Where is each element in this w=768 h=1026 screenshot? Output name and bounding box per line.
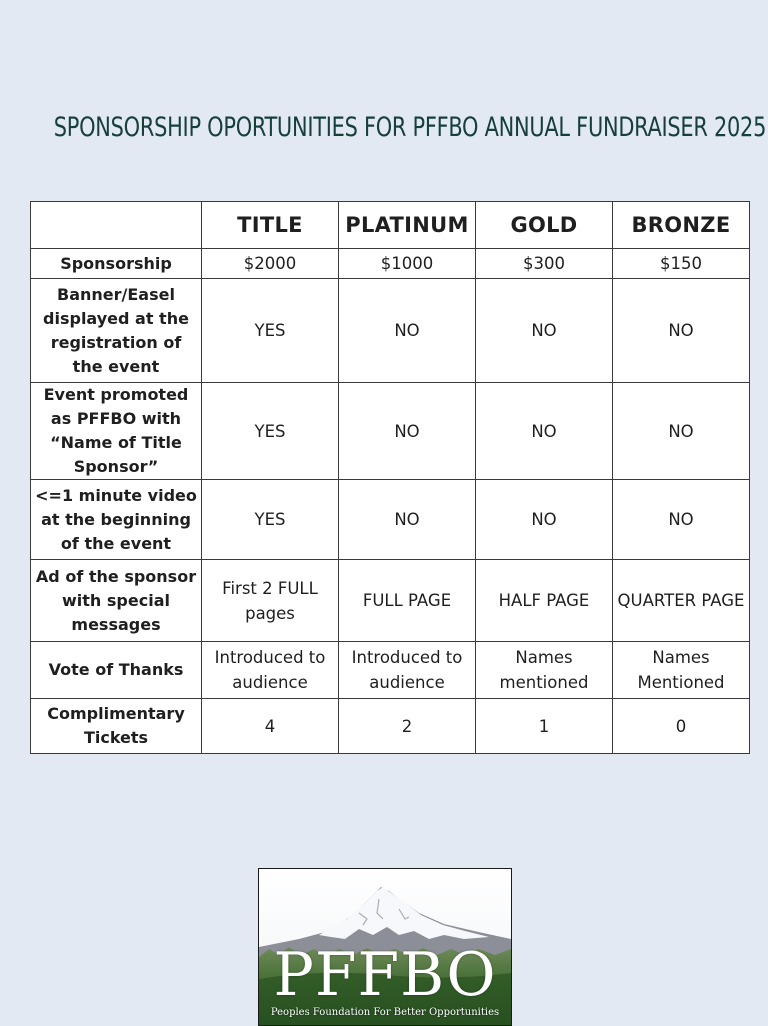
table-cell: NO xyxy=(613,480,750,560)
table-cell: $150 xyxy=(613,249,750,279)
table-cell: 1 xyxy=(476,699,613,754)
table-cell: NO xyxy=(339,480,476,560)
header-platinum: PLATINUM xyxy=(339,202,476,249)
table-cell: Introduced to audience xyxy=(339,642,476,699)
table-row xyxy=(31,480,750,560)
row-label: Sponsorship xyxy=(31,249,202,279)
logo-tagline: Peoples Foundation For Better Opportunities xyxy=(270,1007,500,1018)
table-cell: $300 xyxy=(476,249,613,279)
table-cell: Introduced to audience xyxy=(202,642,339,699)
table-header-row xyxy=(31,202,750,249)
header-corner xyxy=(31,202,202,249)
table-row xyxy=(31,560,750,642)
table-row xyxy=(31,249,750,279)
table-cell: $1000 xyxy=(339,249,476,279)
table-cell: HALF PAGE xyxy=(476,560,613,642)
logo-name: PFFBO xyxy=(273,940,497,1010)
table-cell: Names Mentioned xyxy=(613,642,750,699)
row-label: Event promoted as PFFBO with “Name of Title Sponsor” xyxy=(31,383,202,480)
table-cell: NO xyxy=(476,383,613,480)
table-row xyxy=(31,642,750,699)
table-cell: FULL PAGE xyxy=(339,560,476,642)
table-row xyxy=(31,383,750,480)
table-cell: NO xyxy=(613,279,750,383)
table-cell: $2000 xyxy=(202,249,339,279)
row-label: Banner/Easel displayed at the registration of the event xyxy=(31,279,202,383)
header-title: TITLE xyxy=(202,202,339,249)
table-cell: NO xyxy=(476,480,613,560)
table-row xyxy=(31,699,750,754)
table-row xyxy=(31,279,750,383)
table-cell: YES xyxy=(202,383,339,480)
row-label: Vote of Thanks xyxy=(31,642,202,699)
table-cell: First 2 FULL pages xyxy=(202,560,339,642)
table-cell: 4 xyxy=(202,699,339,754)
table-cell: NO xyxy=(613,383,750,480)
table-cell: NO xyxy=(339,279,476,383)
table-cell: NO xyxy=(476,279,613,383)
row-label: Complimentary Tickets xyxy=(31,699,202,754)
header-bronze: BRONZE xyxy=(613,202,750,249)
sponsorship-table xyxy=(30,201,750,754)
table-cell: YES xyxy=(202,279,339,383)
header-gold: GOLD xyxy=(476,202,613,249)
table-cell: 2 xyxy=(339,699,476,754)
table-cell: YES xyxy=(202,480,339,560)
table-cell: QUARTER PAGE xyxy=(613,560,750,642)
table-cell: NO xyxy=(339,383,476,480)
page-title: SPONSORSHIP OPORTUNITIES FOR PFFBO ANNUAL FUNDRAISER 2025 xyxy=(53,112,767,143)
row-label: <=1 minute video at the beginning of the event xyxy=(31,480,202,560)
table-cell: 0 xyxy=(613,699,750,754)
row-label: Ad of the sponsor with special messages xyxy=(31,560,202,642)
table-cell: Names mentioned xyxy=(476,642,613,699)
pffbo-logo xyxy=(258,868,512,1026)
